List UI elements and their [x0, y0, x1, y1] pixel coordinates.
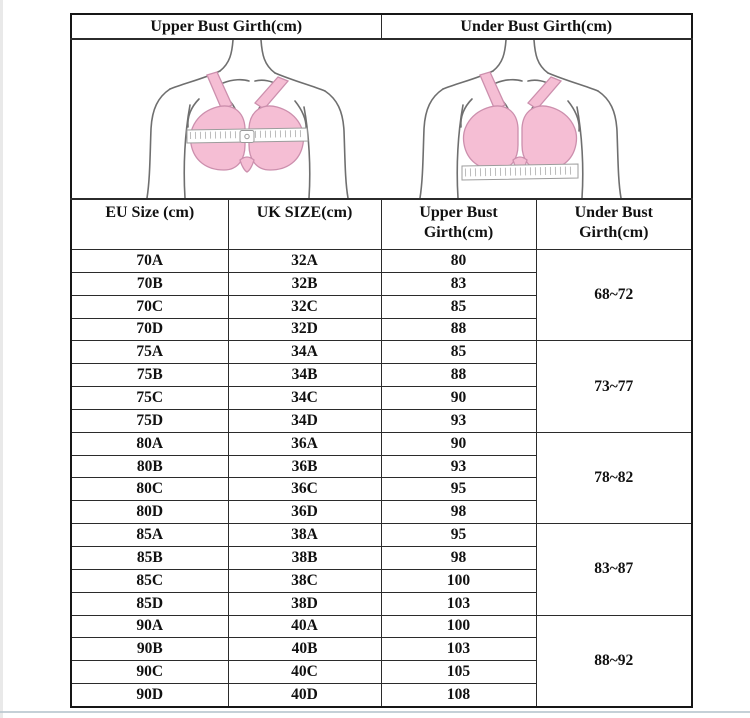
measuring-tape-under-bust: [462, 164, 578, 180]
pink-bra: [464, 72, 577, 172]
cell-upper-bust: 95: [381, 524, 536, 547]
upper-bust-illustration: [72, 40, 382, 198]
under-bust-girth-banner: Under Bust Girth(cm): [381, 14, 692, 39]
cell-upper-bust: 85: [381, 341, 536, 364]
cell-upper-bust: 105: [381, 661, 536, 684]
cell-uk-size: 34D: [228, 409, 381, 432]
cell-eu-size: 90C: [71, 661, 228, 684]
cell-upper-bust: 88: [381, 318, 536, 341]
cell-uk-size: 34B: [228, 364, 381, 387]
cell-eu-size: 80A: [71, 432, 228, 455]
torso-outline: [147, 40, 348, 198]
cell-eu-size: 75D: [71, 409, 228, 432]
cell-eu-size: 85A: [71, 524, 228, 547]
col-header-uk-size: [228, 199, 381, 250]
cell-eu-size: 80B: [71, 455, 228, 478]
cell-uk-size: 36A: [228, 432, 381, 455]
cell-upper-bust: 108: [381, 684, 536, 707]
illustration-row: [71, 39, 692, 199]
cell-upper-bust: 90: [381, 432, 536, 455]
cell-uk-size: 40B: [228, 638, 381, 661]
table-row: [71, 250, 692, 273]
cell-upper-bust: 98: [381, 546, 536, 569]
column-header-row: [71, 199, 692, 250]
cell-uk-size: 36B: [228, 455, 381, 478]
cell-eu-size: 90A: [71, 615, 228, 638]
upper-bust-girth-banner: Upper Bust Girth(cm): [71, 14, 381, 39]
cell-upper-bust: 103: [381, 592, 536, 615]
header-label: Girth(cm): [423, 224, 494, 241]
cell-uk-size: 34A: [228, 341, 381, 364]
cell-under-bust-range: 88~92: [536, 615, 692, 707]
cell-uk-size: 38C: [228, 569, 381, 592]
bra-size-chart-table: [70, 13, 693, 708]
col-header-upper-bust: [381, 199, 536, 250]
cell-uk-size: 38A: [228, 524, 381, 547]
cell-upper-bust: 100: [381, 615, 536, 638]
scan-edge-artifact: [0, 0, 3, 718]
cell-uk-size: 40A: [228, 615, 381, 638]
scan-bottom-line-artifact: [0, 711, 750, 713]
under-bust-illustration: [382, 40, 692, 198]
cell-eu-size: 80C: [71, 478, 228, 501]
cell-uk-size: 40C: [228, 661, 381, 684]
cell-uk-size: 40D: [228, 684, 381, 707]
cell-under-bust-range: 73~77: [536, 341, 692, 432]
cell-uk-size: 36D: [228, 501, 381, 524]
cell-eu-size: 75C: [71, 387, 228, 410]
header-label: Upper Bust: [419, 204, 498, 221]
cell-eu-size: 85B: [71, 546, 228, 569]
header-label: EU Size (cm): [105, 204, 195, 221]
cell-under-bust-range: 68~72: [536, 250, 692, 341]
cell-upper-bust: 90: [381, 387, 536, 410]
cell-uk-size: 32B: [228, 272, 381, 295]
cell-upper-bust: 100: [381, 569, 536, 592]
cell-eu-size: 85D: [71, 592, 228, 615]
cell-eu-size: 70A: [71, 250, 228, 273]
cell-upper-bust: 85: [381, 295, 536, 318]
cell-upper-bust: 93: [381, 455, 536, 478]
cell-upper-bust: 80: [381, 250, 536, 273]
col-header-under-bust: [536, 199, 692, 250]
cell-eu-size: 70B: [71, 272, 228, 295]
cell-upper-bust: 83: [381, 272, 536, 295]
measuring-tape-upper-bust: [187, 128, 308, 143]
cell-eu-size: 80D: [71, 501, 228, 524]
cell-upper-bust: 95: [381, 478, 536, 501]
cell-eu-size: 70C: [71, 295, 228, 318]
cell-eu-size: 75A: [71, 341, 228, 364]
pink-bra: [190, 72, 303, 172]
cell-uk-size: 32D: [228, 318, 381, 341]
measurement-banner-row: [71, 14, 692, 39]
cell-under-bust-range: 78~82: [536, 432, 692, 523]
col-header-eu-size: [71, 199, 228, 250]
header-label: Under Bust: [574, 204, 653, 221]
illustrations-wrap: [72, 40, 691, 198]
table-row: [71, 341, 692, 364]
cell-eu-size: 70D: [71, 318, 228, 341]
cell-uk-size: 34C: [228, 387, 381, 410]
cell-eu-size: 85C: [71, 569, 228, 592]
header-label: Girth(cm): [579, 224, 649, 241]
cell-uk-size: 38D: [228, 592, 381, 615]
cell-eu-size: 75B: [71, 364, 228, 387]
cell-under-bust-range: 83~87: [536, 524, 692, 615]
table-row: [71, 615, 692, 638]
cell-upper-bust: 93: [381, 409, 536, 432]
bra-illustrations-cell: [71, 39, 692, 199]
table-row: [71, 432, 692, 455]
cell-uk-size: 32A: [228, 250, 381, 273]
cell-uk-size: 32C: [228, 295, 381, 318]
under-bust-measure-figure: [410, 40, 630, 198]
table-row: [71, 524, 692, 547]
cell-uk-size: 36C: [228, 478, 381, 501]
cell-eu-size: 90B: [71, 638, 228, 661]
cell-upper-bust: 88: [381, 364, 536, 387]
upper-bust-measure-figure: [137, 40, 357, 198]
cell-uk-size: 38B: [228, 546, 381, 569]
cell-upper-bust: 98: [381, 501, 536, 524]
cell-upper-bust: 103: [381, 638, 536, 661]
header-label: UK SIZE(cm): [256, 204, 353, 221]
cell-eu-size: 90D: [71, 684, 228, 707]
